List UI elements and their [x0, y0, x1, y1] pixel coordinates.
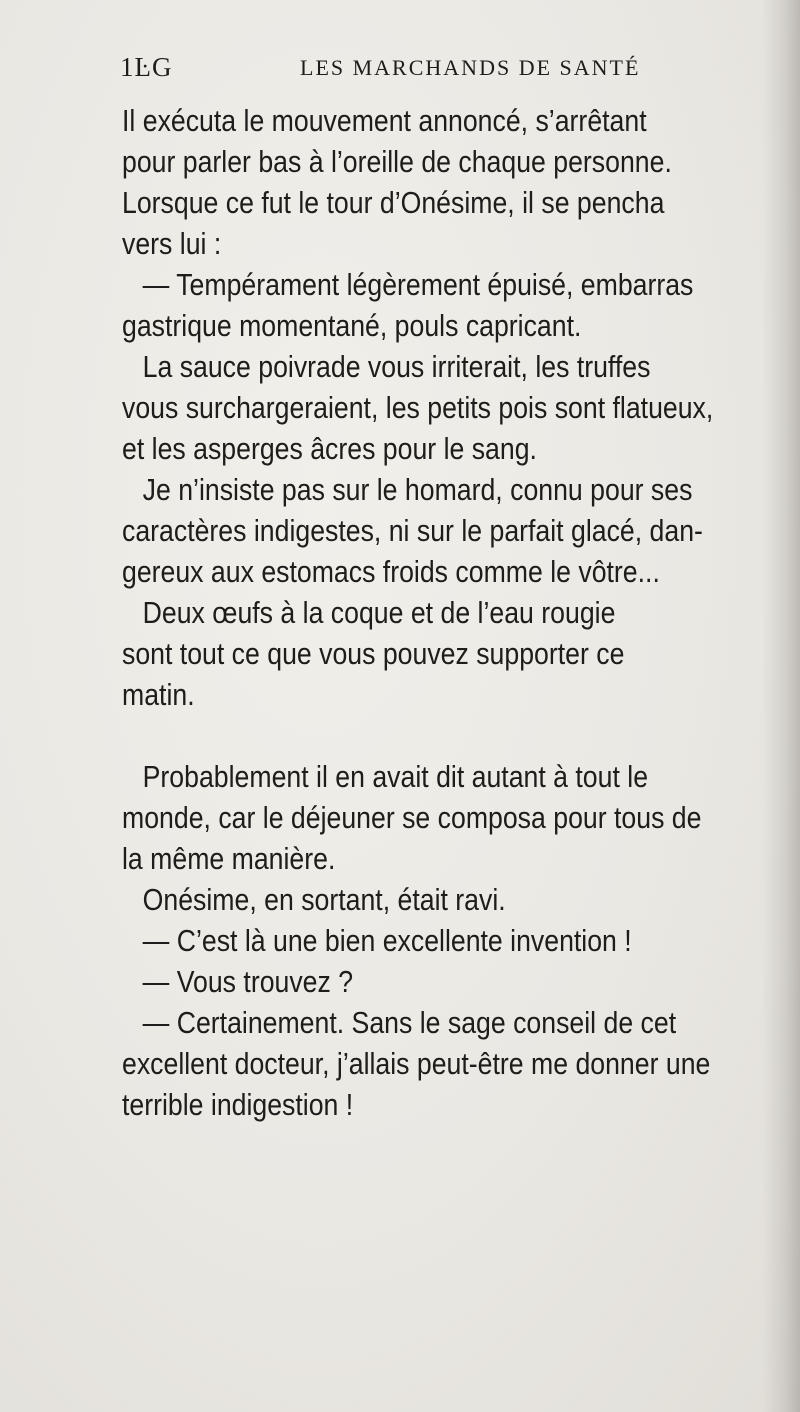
text-line: Probablement il en avait dit autant à tout le: [142, 759, 649, 794]
text-line: Je n’insiste pas sur le homard, connu pour ses: [142, 472, 693, 507]
text-line: matin.: [122, 677, 195, 712]
text-line: Il exécuta le mouvement annoncé, s’arrêtant: [122, 103, 647, 138]
text-line: terrible indigestion !: [122, 1087, 354, 1122]
text-line: — Certainement. Sans le sage conseil de cet: [142, 1005, 677, 1040]
body-text: [122, 100, 714, 1125]
text-line: Deux œufs à la coque et de l’eau rougie: [142, 595, 616, 630]
text-line: gastrique momentané, pouls capricant.: [122, 308, 582, 343]
text-line: La sauce poivrade vous irriterait, les truffes: [142, 349, 651, 384]
text-line: sont tout ce que vous pouvez supporter ce: [122, 636, 625, 671]
text-line: vers lui :: [122, 226, 222, 261]
text-line: — Vous trouvez ?: [142, 964, 354, 999]
text-line: caractères indigestes, ni sur le parfait glacé, dan-: [122, 513, 703, 548]
text-line: vous surchargeraient, les petits pois sont flatueux,: [122, 390, 714, 425]
text-line: pour parler bas à l’oreille de chaque personne.: [122, 144, 672, 179]
page-header: [120, 52, 760, 92]
text-line: et les asperges âcres pour le sang.: [122, 431, 537, 466]
text-line: Lorsque ce fut le tour d’Onésime, il se pencha: [122, 185, 665, 220]
page-edge-shadow: [762, 0, 800, 1412]
text-line: monde, car le déjeuner se composa pour tous de: [122, 800, 702, 835]
running-title: LES MARCHANDS DE SANTÉ: [300, 55, 641, 80]
text-line: gereux aux estomacs froids comme le vôtre...: [122, 554, 660, 589]
text-line: — Tempérament légèrement épuisé, embarras: [142, 267, 694, 302]
text-line: Onésime, en sortant, était ravi.: [142, 882, 506, 917]
paragraph-gap: [122, 715, 696, 756]
page-number: 1ĿG: [120, 52, 173, 82]
text-line: la même manière.: [122, 841, 336, 876]
text-line: — C’est là une bien excellente invention !: [142, 923, 632, 958]
text-line: excellent docteur, j’allais peut-être me donner une: [122, 1046, 711, 1081]
